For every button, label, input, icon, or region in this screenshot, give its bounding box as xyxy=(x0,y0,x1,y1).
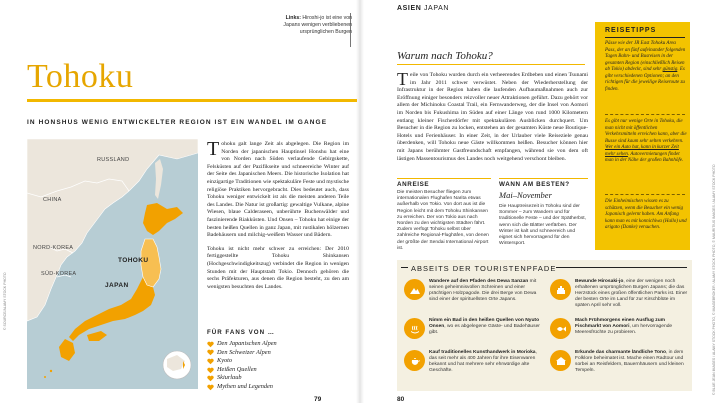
page-subtitle: IN HONSHUS WENIG ENTWICKELTER REGION IST EIN WANDEL IM GANGE xyxy=(27,119,328,126)
heart-icon xyxy=(207,358,214,365)
dropcap: T xyxy=(397,69,408,89)
map-label-japan: JAPAN xyxy=(105,282,129,289)
wann-text: Die Hauptreisezeit in Tohoku sind der Sommer – zum Wandern und für traditionelle Feste – und der Spätherbst, wenn sich die Blätter verfärben. Der Winter ist kalt und schneereich und eignet sich hervorragend für den Wintersport. xyxy=(499,204,586,247)
path-text xyxy=(429,279,544,303)
fans-item-text: Skiurlaub xyxy=(217,374,242,382)
fans-title: FÜR FANS VON … xyxy=(207,329,275,336)
path-detail: , in dem Folklore beheimatet ist. Mache einen Radtour und sorbei an Reisfeldern, Bauernhäusern und kleinen Tempeln. xyxy=(575,350,684,374)
house-icon xyxy=(550,350,571,371)
path-text xyxy=(429,318,544,339)
fans-list-item xyxy=(207,357,347,366)
fish-icon xyxy=(550,318,571,339)
hot-spring-icon xyxy=(404,318,425,339)
path-item xyxy=(404,318,544,339)
wann-title: WANN AM BESTEN? xyxy=(499,181,570,188)
photo-credit-right: © BLUE JEAN IMAGES / ALAMY STOCK PHOTO, © IMAGEBROKER / ALAMY STOCK PHOTO, © MAURITIUS IMAGES / ALAMY STOCK PHOTO xyxy=(712,164,716,395)
right-article-text: eile von Tohoku wurden durch ein verheerendes Erdbeben und einen Tsunami im Jahr 2011 schwer verwüstet. Neben der Wiederherstellung der Infrastruktur in der Region haben die laufenden Aufbaumaßnahmen auch zur Eröffnung einiger besonders reizvoller neuer Attraktionen geführt. Dazu gehört vor allem der Michinoku Coastal Trail, ein Fernwanderweg, der die Insel von Aomori im Norden bis Fukushima im Süden auf einer Länge von rund 1000 Kilometern entlang kleiner Fischerdörfer mit spektakulären Ausblicken durchquert. Um Besucher in die Region zu locken, entstehen an der gesamten Küste neue Boutique-Hotels und Ferienhäuser. In einer Zeit, in der Urlauber viele Reiseziele genau überdenken, will Tohoku neue Gäste willkommen heißen. Besucher können hier mit Japans berühmter Gastfreundschaft empfangen, während sie von dem oft lästigen Massentourismus des Landes noch weitgehend verschont bleiben. xyxy=(397,72,588,162)
path-highlight: Wandere auf den Pfaden des Dewa Sanzan xyxy=(429,279,529,284)
tip-3: Die Einheimischen wissen es zu schätzen, wenn die Besucher ein wenig Japanisch gelernt haben. Am Anfang kann man es mit konnichiwa (Hallo) und arigato (Danke) versuchen. xyxy=(605,199,687,230)
wann-rule xyxy=(499,178,588,179)
title-rule xyxy=(27,99,357,102)
paths-title-rule xyxy=(401,267,408,268)
teapot-icon xyxy=(404,350,425,371)
page-title: Tohoku xyxy=(27,58,134,95)
photo-caption xyxy=(268,15,352,35)
left-article xyxy=(207,138,350,291)
fans-list-item xyxy=(207,340,347,349)
tips-title: REISETIPPS xyxy=(605,27,657,34)
path-text xyxy=(575,318,690,339)
section-label xyxy=(397,5,449,12)
region-map xyxy=(27,139,198,389)
tip-1-text-b: . Es gibt verschiedenen Optionen; an den richtigen für die jeweilige Reiseroute zu finden. xyxy=(605,67,685,92)
anreise-title: ANREISE xyxy=(397,181,430,188)
castle-icon xyxy=(550,279,571,300)
tip-separator xyxy=(605,114,685,115)
fans-item-text: Den Japanischen Alpen xyxy=(217,340,277,347)
left-article-paragraph xyxy=(207,138,350,240)
fans-item-text: Kyoto xyxy=(217,357,233,365)
fans-list-item xyxy=(207,374,347,383)
path-item xyxy=(550,279,690,309)
best-time: Mai–November xyxy=(499,190,552,200)
fans-item-text: Den Schweizer Alpen xyxy=(217,348,271,356)
path-detail: , das seit mehr als 400 Jahren für ihre Eisenwaren bekannt und hat mehrere sehr ehrwürdige alte Geschäfte. xyxy=(429,350,537,374)
heart-icon xyxy=(207,349,214,356)
section-region: ASIEN xyxy=(397,5,422,12)
heart-icon xyxy=(207,341,214,348)
paths-title: ABSEITS DER TOURISTENPFADE xyxy=(411,264,557,273)
path-detail: , wo es abgelegene Gäste- und Badehäuser gibt. xyxy=(429,324,540,336)
mountain-icon xyxy=(404,279,425,300)
path-item xyxy=(404,279,544,303)
tip-2-highlight: Wer ein Auto hat, kann in kurzer Zeit mehr sehen xyxy=(605,145,679,157)
path-detail: , um hervorragende Meeresfrüchte zu probieren. xyxy=(575,324,673,336)
path-highlight: Nimm ein Bad in den heißen Quellen von Nyuto Onsen xyxy=(429,318,540,330)
path-text xyxy=(575,350,690,374)
fans-list-item xyxy=(207,366,347,375)
tip-2 xyxy=(605,119,687,165)
path-item xyxy=(550,350,690,374)
tip-1 xyxy=(605,41,687,93)
tip-1-highlight: günstig xyxy=(662,67,678,72)
map-island xyxy=(50,370,52,372)
page-number-left: 79 xyxy=(314,396,322,403)
paths-title-rule xyxy=(556,267,687,268)
why-rule xyxy=(397,64,585,65)
photo-credit-left: © SOURCE/ALAMY STOCK PHOTO xyxy=(3,272,7,330)
tip-separator xyxy=(605,194,685,195)
heart-icon xyxy=(207,367,214,374)
path-item xyxy=(404,350,544,374)
path-detail: mit seinen geheimnisvollen Schreinen und einer prächtigen Holzpagode. Die drei Berge von Dewa sind einer der spirituellsten Orte Japans. xyxy=(429,279,537,303)
heart-icon xyxy=(207,384,214,391)
path-highlight: Mach Frühmorgens einen Ausflug zum Fischmarkt von Aomori xyxy=(575,318,666,330)
heart-icon xyxy=(207,375,214,382)
path-highlight: Erkunde das charmante ländliche Tono xyxy=(575,350,666,355)
tip-2-text-a: Es gibt nur wenige Orte in Tohoku, die man nicht mit öffentlichen Verkehrsmitteln erreichen kann, aber die Busse sind kaum sehr selten verkehren. xyxy=(605,119,687,144)
map-label-sued-korea: SÜD-KOREA xyxy=(41,271,77,277)
path-text xyxy=(429,350,544,374)
fans-list-item xyxy=(207,383,347,392)
map-label-nord-korea: NORD-KOREA xyxy=(33,245,74,251)
tip-2-text-b: . Autovermietungen findet man in der Nähe der großen Bahnhöfe. xyxy=(605,151,684,163)
dropcap: T xyxy=(207,138,220,160)
map-graphic xyxy=(27,139,198,389)
path-detail: , eine der wenigen noch erhaltenen ursprünglichen Burgen Japans; die das Herzstück eines großen öffentlichen Parks ist. Einer der besten Orte im Land für zur Kirschblüte im späten April sehr voll. xyxy=(575,279,688,309)
left-article-text-1: ohoku galt lange Zeit als abgelegen. Die Region im Norden der japanischen Hauptinsel Honshu hat eine von Norden nach Süden verlaufende Gebirgskette, Felsküsten auf der Pazifikseite und schneereiche Winter auf der Seite des Japanischen Meers. Die historische Isolation hat einzigartige Traditionen wie spektakuläre Feste und mystische religiöse Praktiken hervorgebracht. Dies bedeutet auch, dass Tohoku weniger entwickelt ist als die meisten anderen Teile des Landes. Die Natur ist großartig: gewaltige Vulkane, alpine Wiesen, blaue Calderaseen, unberührte Buchenwälder und faszinierende Riakküsten. Und Onsen – Tohoku hat einige der besten heißen Quellen in ganz Japan, mit rustikalen hölzernen Badehäusern und milchig-weißem Wasser und Bädern. xyxy=(207,141,350,239)
caption-text: Hiroshi-jo ist eine von Japans wenigen verbliebenen ursprünglichen Burgen xyxy=(283,15,352,35)
map-island xyxy=(44,376,46,378)
why-title: Warum nach Tohoku? xyxy=(397,50,493,62)
fans-item-text: Heißen Quellen xyxy=(217,365,257,373)
map-label-tohoku: TOHOKU xyxy=(118,257,149,264)
fans-item-text: Mythen und Legenden xyxy=(217,382,273,390)
path-highlight: Bewunde Hirosaki-jo xyxy=(575,279,624,284)
caption-label: Links: xyxy=(285,15,301,21)
tips-rule xyxy=(605,37,685,38)
section-country: JAPAN xyxy=(423,5,449,12)
fans-list xyxy=(207,340,347,392)
path-text xyxy=(575,279,690,309)
page-number-right: 80 xyxy=(397,396,405,403)
anreise-text: Die meisten Besucher fliegen zum internationalen Flughafen Narita etwas außerhalb von Tokio. Von dort aus ist die Region leicht mit dem Tohoku Shinkansen zu erreichen. Der von Tokio aus nach Norden zu den wichtigsten Städten fährt. Zudem verfügt Tohoku selbst über zahlreiche Regional-Flughäfen, von denen der größte der Sendai International Airport ist. xyxy=(397,190,489,251)
map-label-russland: RUSSLAND xyxy=(97,157,130,163)
map-label-china: CHINA xyxy=(43,197,62,203)
book-gutter xyxy=(356,0,364,403)
path-item xyxy=(550,318,690,339)
right-article xyxy=(397,69,588,163)
path-highlight: Kauf traditionelles Kunsthandwerk in Morioka xyxy=(429,350,536,355)
tip-1-text-a: Pässe wie der JR East Tohoku Area Pass, der an fünf aufeinander folgenden Tagen Bahn- und Busreisen in der gesamten Region (einschließlich Reisen ab Tokio) abdeckt, sind sehr xyxy=(605,41,686,72)
left-article-paragraph: Tohoku ist nicht mehr schwer zu erreichen: Der 2010 fertiggestellte Tohoku Shinkansen (Hochgeschwindigkeitszug) verbindet die Region in wenigen Stunden mit der Hauptstadt Tokio. Dennoch gehören die sechs Präfekturen, aus denen die Region besteht, zu den am wenigsten besuchten des Landes. xyxy=(207,245,349,290)
fans-list-item xyxy=(207,349,347,358)
anreise-rule xyxy=(397,178,491,179)
